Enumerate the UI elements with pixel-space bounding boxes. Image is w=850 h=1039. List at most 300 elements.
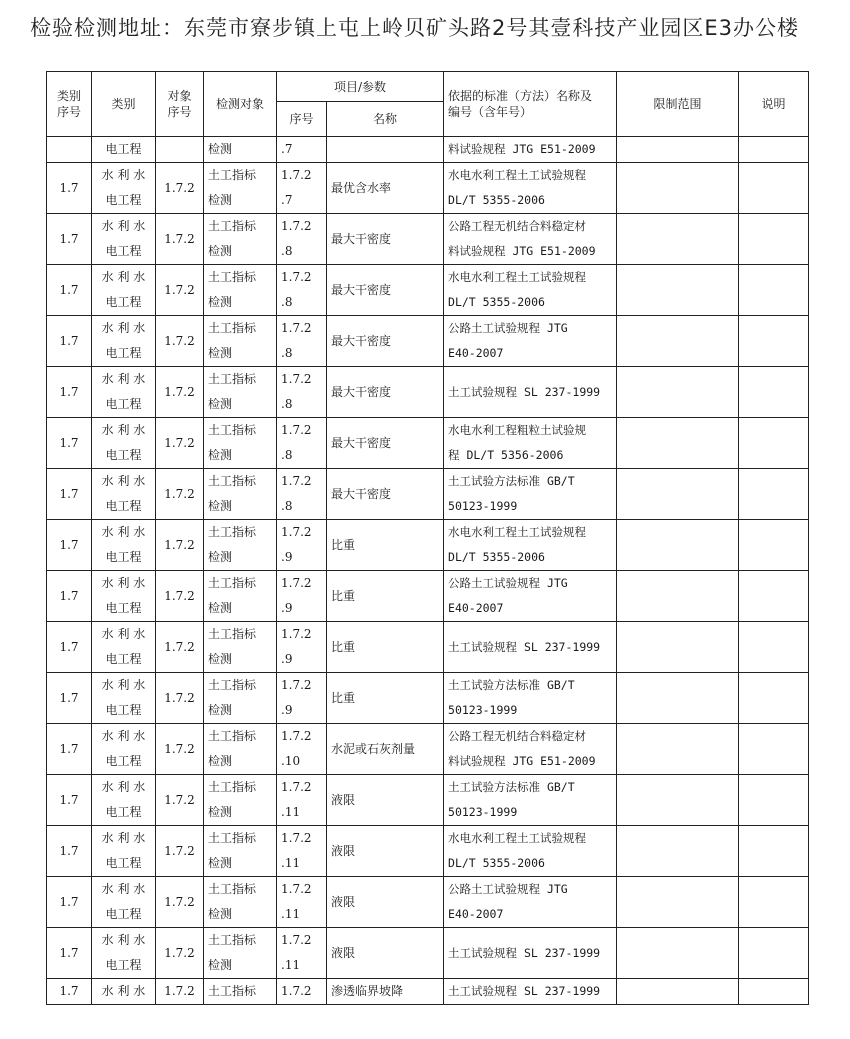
cell-category <box>92 520 156 571</box>
cell-item-name <box>327 928 444 979</box>
cell-object-text: 土工指标 检测 <box>208 780 257 819</box>
cell-limit <box>617 163 739 214</box>
cell-object-no <box>156 571 204 622</box>
cell-category-text: 水 利 水 电工程 <box>101 780 146 819</box>
cell-standard <box>444 571 617 622</box>
cell-limit <box>617 775 739 826</box>
cell-object-no <box>156 469 204 520</box>
cell-category <box>92 826 156 877</box>
cell-standard-text: 水电水利工程土工试验规程 DL/T 5355-2006 <box>448 831 587 870</box>
cell-standard-text: 土工试验规程 SL 237-1999 <box>448 639 601 654</box>
cell-item-no <box>277 137 327 163</box>
table-row <box>47 622 809 673</box>
cell-item-no <box>277 775 327 826</box>
cell-object <box>204 520 277 571</box>
cell-item-name <box>327 316 444 367</box>
cell-item-no-text: 1.7.2 .7 <box>281 168 312 207</box>
cell-note <box>739 316 809 367</box>
cell-category-text: 水 利 水 电工程 <box>101 678 146 717</box>
cell-object-text: 土工指标 检测 <box>208 219 257 258</box>
table-row <box>47 673 809 724</box>
cell-item-name <box>327 775 444 826</box>
cell-category-text: 水 利 水 电工程 <box>101 729 146 768</box>
cell-category <box>92 979 156 1005</box>
cell-category-no-text: 1.7 <box>59 231 79 246</box>
cell-item-no <box>277 520 327 571</box>
cell-object-no-text: 1.7.2 <box>164 384 195 399</box>
cell-item-name-text: 最大干密度 <box>331 384 392 399</box>
header-category-no <box>47 72 92 137</box>
header-item-no-text: 序号 <box>289 112 314 126</box>
cell-item-no <box>277 418 327 469</box>
cell-note <box>739 265 809 316</box>
table-body <box>47 137 809 1005</box>
cell-standard <box>444 775 617 826</box>
table-row <box>47 775 809 826</box>
cell-item-name <box>327 724 444 775</box>
cell-category-no <box>47 622 92 673</box>
cell-category <box>92 571 156 622</box>
cell-standard-text: 公路土工试验规程 JTG E40-2007 <box>448 882 568 921</box>
cell-item-name-text: 比重 <box>331 588 356 603</box>
cell-object-no-text: 1.7.2 <box>164 792 195 807</box>
cell-note <box>739 214 809 265</box>
cell-object <box>204 826 277 877</box>
header-limit <box>617 72 739 137</box>
header-item-no <box>277 102 327 137</box>
table-row <box>47 418 809 469</box>
cell-item-no <box>277 163 327 214</box>
header-limit-text: 限制范围 <box>653 97 702 111</box>
cell-item-name-text: 最大干密度 <box>331 333 392 348</box>
cell-item-name-text: 液限 <box>331 894 356 909</box>
cell-category-no-text: 1.7 <box>59 588 79 603</box>
cell-object-text: 检测 <box>208 142 233 156</box>
cell-category-text: 水 利 水 电工程 <box>101 168 146 207</box>
cell-object-text: 土工指标 检测 <box>208 423 257 462</box>
table-row <box>47 724 809 775</box>
cell-category-text: 水 利 水 电工程 <box>101 372 146 411</box>
cell-category-no-text: 1.7 <box>59 435 79 450</box>
cell-item-name-text: 最优含水率 <box>331 180 392 195</box>
cell-object-no <box>156 724 204 775</box>
cell-standard <box>444 520 617 571</box>
cell-standard-text: 公路工程无机结合料稳定材 料试验规程 JTG E51-2009 <box>448 219 596 258</box>
cell-limit <box>617 265 739 316</box>
cell-item-name <box>327 877 444 928</box>
cell-standard-text: 土工试验规程 SL 237-1999 <box>448 384 601 399</box>
cell-item-no <box>277 571 327 622</box>
cell-standard <box>444 826 617 877</box>
cell-category <box>92 724 156 775</box>
table-row <box>47 214 809 265</box>
cell-object <box>204 877 277 928</box>
cell-category-text: 水 利 水 电工程 <box>101 270 146 309</box>
table-row <box>47 137 809 163</box>
cell-object-text: 土工指标 检测 <box>208 831 257 870</box>
cell-item-no-text: 1.7.2 .8 <box>281 423 312 462</box>
cell-category-text: 水 利 水 电工程 <box>101 423 146 462</box>
cell-object-no <box>156 520 204 571</box>
cell-category-no <box>47 418 92 469</box>
cell-item-name-text: 液限 <box>331 843 356 858</box>
cell-category-text: 水 利 水 电工程 <box>101 525 146 564</box>
cell-item-name-text: 最大干密度 <box>331 231 392 246</box>
cell-note <box>739 979 809 1005</box>
header-standard-text: 依据的标准（方法）名称及 编号（含年号） <box>448 89 593 119</box>
cell-standard-text: 公路土工试验规程 JTG E40-2007 <box>448 321 568 360</box>
cell-category-no <box>47 316 92 367</box>
cell-limit <box>617 418 739 469</box>
cell-standard <box>444 418 617 469</box>
cell-category-no-text: 1.7 <box>59 945 79 960</box>
cell-standard-text: 土工试验规程 SL 237-1999 <box>448 945 601 960</box>
cell-item-no <box>277 316 327 367</box>
cell-item-name <box>327 979 444 1005</box>
cell-standard <box>444 214 617 265</box>
cell-item-no <box>277 367 327 418</box>
cell-category <box>92 163 156 214</box>
cell-category-text: 水 利 水 电工程 <box>101 882 146 921</box>
cell-item-no-text: 1.7.2 .8 <box>281 321 312 360</box>
cell-item-no-text: 1.7.2 .9 <box>281 525 312 564</box>
cell-category <box>92 265 156 316</box>
cell-item-no <box>277 979 327 1005</box>
cell-item-no-text: 1.7.2 .9 <box>281 576 312 615</box>
cell-category-no <box>47 163 92 214</box>
cell-object-text: 土工指标 检测 <box>208 270 257 309</box>
cell-category-text: 水 利 水 电工程 <box>101 933 146 972</box>
cell-category <box>92 137 156 163</box>
cell-object <box>204 979 277 1005</box>
cell-category-no-text: 1.7 <box>59 537 79 552</box>
cell-object-text: 土工指标 检测 <box>208 372 257 411</box>
cell-category-no <box>47 137 92 163</box>
cell-object-no-text: 1.7.2 <box>164 180 195 195</box>
cell-category-no <box>47 979 92 1005</box>
cell-category-text: 水 利 水 电工程 <box>101 474 146 513</box>
cell-limit <box>617 571 739 622</box>
cell-object-text: 土工指标 检测 <box>208 474 257 513</box>
cell-object-no <box>156 928 204 979</box>
table-row <box>47 928 809 979</box>
cell-standard-text: 水电水利工程土工试验规程 DL/T 5355-2006 <box>448 168 587 207</box>
cell-item-no-text: 1.7.2 .10 <box>281 729 312 768</box>
cell-object-no-text: 1.7.2 <box>164 537 195 552</box>
cell-standard <box>444 979 617 1005</box>
cell-item-name <box>327 418 444 469</box>
cell-item-no <box>277 622 327 673</box>
cell-standard-text: 料试验规程 JTG E51-2009 <box>448 142 596 156</box>
table-row <box>47 367 809 418</box>
cell-category <box>92 214 156 265</box>
cell-limit <box>617 520 739 571</box>
cell-item-name <box>327 265 444 316</box>
cell-item-name-text: 比重 <box>331 537 356 552</box>
cell-object-no-text: 1.7.2 <box>164 984 195 998</box>
cell-object <box>204 775 277 826</box>
cell-category <box>92 877 156 928</box>
header-category-text: 类别 <box>111 97 136 111</box>
cell-object-no <box>156 775 204 826</box>
cell-category-no-text: 1.7 <box>59 384 79 399</box>
cell-item-no-text: 1.7.2 .11 <box>281 882 312 921</box>
cell-limit <box>617 673 739 724</box>
cell-object <box>204 673 277 724</box>
cell-limit <box>617 826 739 877</box>
cell-item-no <box>277 469 327 520</box>
header-item-group-text: 项目/参数 <box>333 79 387 94</box>
cell-standard <box>444 877 617 928</box>
cell-standard <box>444 367 617 418</box>
cell-object-text: 土工指标 检测 <box>208 678 257 717</box>
cell-item-no-text: .7 <box>281 142 293 156</box>
cell-note <box>739 520 809 571</box>
cell-object-no <box>156 265 204 316</box>
table-row <box>47 520 809 571</box>
cell-item-no-text: 1.7.2 .8 <box>281 372 312 411</box>
header-object-no <box>156 72 204 137</box>
cell-category <box>92 622 156 673</box>
table-row <box>47 316 809 367</box>
table-row <box>47 265 809 316</box>
cell-limit <box>617 469 739 520</box>
header-category <box>92 72 156 137</box>
cell-object <box>204 214 277 265</box>
cell-item-no <box>277 928 327 979</box>
cell-limit <box>617 137 739 163</box>
cell-item-no-text: 1.7.2 .9 <box>281 678 312 717</box>
cell-category-no-text: 1.7 <box>59 894 79 909</box>
cell-item-name-text: 水泥或石灰剂量 <box>331 741 416 756</box>
cell-object <box>204 137 277 163</box>
cell-limit <box>617 724 739 775</box>
cell-object-no <box>156 367 204 418</box>
cell-standard-text: 水电水利工程粗粒土试验规 程 DL/T 5356-2006 <box>448 423 587 462</box>
cell-category-text: 水 利 水 <box>101 984 146 998</box>
cell-note <box>739 367 809 418</box>
cell-item-no <box>277 673 327 724</box>
cell-object-no <box>156 826 204 877</box>
cell-category-no-text: 1.7 <box>59 282 79 297</box>
table-row <box>47 469 809 520</box>
cell-object-text: 土工指标 检测 <box>208 321 257 360</box>
cell-standard-text: 水电水利工程土工试验规程 DL/T 5355-2006 <box>448 525 587 564</box>
cell-object-text: 土工指标 检测 <box>208 729 257 768</box>
cell-category-no-text: 1.7 <box>59 741 79 756</box>
cell-item-no-text: 1.7.2 .11 <box>281 831 312 870</box>
cell-item-name <box>327 214 444 265</box>
cell-category-no-text: 1.7 <box>59 792 79 807</box>
cell-standard <box>444 265 617 316</box>
cell-object-text: 土工指标 <box>208 984 257 998</box>
cell-item-name <box>327 826 444 877</box>
cell-object-text: 土工指标 检测 <box>208 627 257 666</box>
cell-note <box>739 163 809 214</box>
cell-item-name-text: 比重 <box>331 639 356 654</box>
table-row <box>47 571 809 622</box>
cell-category-no-text: 1.7 <box>59 333 79 348</box>
header-note <box>739 72 809 137</box>
cell-category <box>92 367 156 418</box>
cell-item-name <box>327 673 444 724</box>
cell-object-text: 土工指标 检测 <box>208 933 257 972</box>
header-object-text: 检测对象 <box>215 97 264 111</box>
cell-category <box>92 316 156 367</box>
cell-note <box>739 571 809 622</box>
cell-item-name-text: 最大干密度 <box>331 282 392 297</box>
cell-category <box>92 418 156 469</box>
cell-category <box>92 469 156 520</box>
cell-object-no-text: 1.7.2 <box>164 843 195 858</box>
cell-category-text: 水 利 水 电工程 <box>101 219 146 258</box>
cell-standard-text: 土工试验方法标准 GB/T 50123-1999 <box>448 780 575 819</box>
cell-object-no <box>156 622 204 673</box>
header-category-no-text: 类别 序号 <box>56 89 81 119</box>
cell-note <box>739 928 809 979</box>
cell-note <box>739 724 809 775</box>
table-row <box>47 877 809 928</box>
cell-category-text: 电工程 <box>105 142 142 156</box>
cell-object-no <box>156 316 204 367</box>
cell-object-no-text: 1.7.2 <box>164 282 195 297</box>
cell-standard <box>444 469 617 520</box>
cell-item-name-text: 比重 <box>331 690 356 705</box>
cell-category-no <box>47 265 92 316</box>
cell-item-name-text: 渗透临界坡降 <box>331 984 404 998</box>
cell-object-no <box>156 163 204 214</box>
cell-object-no-text: 1.7.2 <box>164 231 195 246</box>
cell-category-no <box>47 775 92 826</box>
cell-note <box>739 877 809 928</box>
cell-object-text: 土工指标 检测 <box>208 576 257 615</box>
cell-category-no <box>47 673 92 724</box>
cell-limit <box>617 367 739 418</box>
cell-category-text: 水 利 水 电工程 <box>101 576 146 615</box>
cell-object-no <box>156 877 204 928</box>
cell-standard-text: 公路工程无机结合料稳定材 料试验规程 JTG E51-2009 <box>448 729 596 768</box>
cell-note <box>739 469 809 520</box>
cell-item-no-text: 1.7.2 .11 <box>281 780 312 819</box>
cell-standard-text: 土工试验方法标准 GB/T 50123-1999 <box>448 678 575 717</box>
cell-category <box>92 928 156 979</box>
cell-item-name <box>327 163 444 214</box>
cell-object <box>204 418 277 469</box>
cell-category-no <box>47 520 92 571</box>
cell-standard <box>444 622 617 673</box>
cell-item-name <box>327 367 444 418</box>
cell-object <box>204 265 277 316</box>
cell-object-no-text: 1.7.2 <box>164 945 195 960</box>
cell-limit <box>617 928 739 979</box>
cell-object-no-text: 1.7.2 <box>164 690 195 705</box>
header-object <box>204 72 277 137</box>
cell-note <box>739 673 809 724</box>
cell-category-no <box>47 724 92 775</box>
cell-object-no-text: 1.7.2 <box>164 741 195 756</box>
cell-object <box>204 163 277 214</box>
cell-category-no <box>47 214 92 265</box>
cell-object-no-text: 1.7.2 <box>164 588 195 603</box>
cell-standard <box>444 928 617 979</box>
header-item-name-text: 名称 <box>373 112 398 126</box>
cell-note <box>739 137 809 163</box>
cell-category-text: 水 利 水 电工程 <box>101 627 146 666</box>
cell-object-no <box>156 979 204 1005</box>
cell-standard <box>444 137 617 163</box>
cell-object-no-text: 1.7.2 <box>164 894 195 909</box>
cell-item-name <box>327 469 444 520</box>
cell-category-no-text: 1.7 <box>59 690 79 705</box>
cell-note <box>739 775 809 826</box>
cell-item-no-text: 1.7.2 .8 <box>281 474 312 513</box>
cell-object <box>204 316 277 367</box>
cell-object-no-text: 1.7.2 <box>164 486 195 501</box>
cell-item-name <box>327 137 444 163</box>
cell-standard-text: 水电水利工程土工试验规程 DL/T 5355-2006 <box>448 270 587 309</box>
cell-category-no-text: 1.7 <box>59 843 79 858</box>
cell-object-text: 土工指标 检测 <box>208 882 257 921</box>
cell-category-no <box>47 469 92 520</box>
cell-limit <box>617 979 739 1005</box>
cell-object-no-text: 1.7.2 <box>164 333 195 348</box>
cell-object-text: 土工指标 检测 <box>208 168 257 207</box>
cell-note <box>739 826 809 877</box>
cell-item-no <box>277 724 327 775</box>
cell-item-name-text: 液限 <box>331 792 356 807</box>
cell-item-no-text: 1.7.2 .9 <box>281 627 312 666</box>
cell-object <box>204 367 277 418</box>
table-row <box>47 979 809 1005</box>
table-row <box>47 163 809 214</box>
cell-category-no <box>47 571 92 622</box>
cell-item-name <box>327 622 444 673</box>
cell-object <box>204 571 277 622</box>
cell-object <box>204 622 277 673</box>
header-item-group <box>277 72 444 102</box>
header-item-name <box>327 102 444 137</box>
cell-item-no-text: 1.7.2 .8 <box>281 219 312 258</box>
cell-object <box>204 724 277 775</box>
cell-object-no-text: 1.7.2 <box>164 435 195 450</box>
header-object-no-text: 对象 序号 <box>167 89 192 119</box>
header-note-text: 说明 <box>761 97 786 111</box>
cell-limit <box>617 214 739 265</box>
cell-item-no <box>277 877 327 928</box>
cell-item-no-text: 1.7.2 <box>281 984 312 998</box>
cell-object-no <box>156 673 204 724</box>
cell-category <box>92 673 156 724</box>
cell-item-name <box>327 520 444 571</box>
cell-standard <box>444 673 617 724</box>
cell-object-no <box>156 137 204 163</box>
cell-standard <box>444 316 617 367</box>
header-standard <box>444 72 617 137</box>
cell-limit <box>617 877 739 928</box>
cell-note <box>739 418 809 469</box>
cell-object-no <box>156 214 204 265</box>
cell-note <box>739 622 809 673</box>
cell-limit <box>617 316 739 367</box>
cell-limit <box>617 622 739 673</box>
cell-category-no-text: 1.7 <box>59 639 79 654</box>
cell-item-name-text: 最大干密度 <box>331 486 392 501</box>
cell-category-no <box>47 877 92 928</box>
cell-item-no-text: 1.7.2 .11 <box>281 933 312 972</box>
cell-standard-text: 公路土工试验规程 JTG E40-2007 <box>448 576 568 615</box>
cell-category-no-text: 1.7 <box>59 180 79 195</box>
cell-category-no <box>47 367 92 418</box>
